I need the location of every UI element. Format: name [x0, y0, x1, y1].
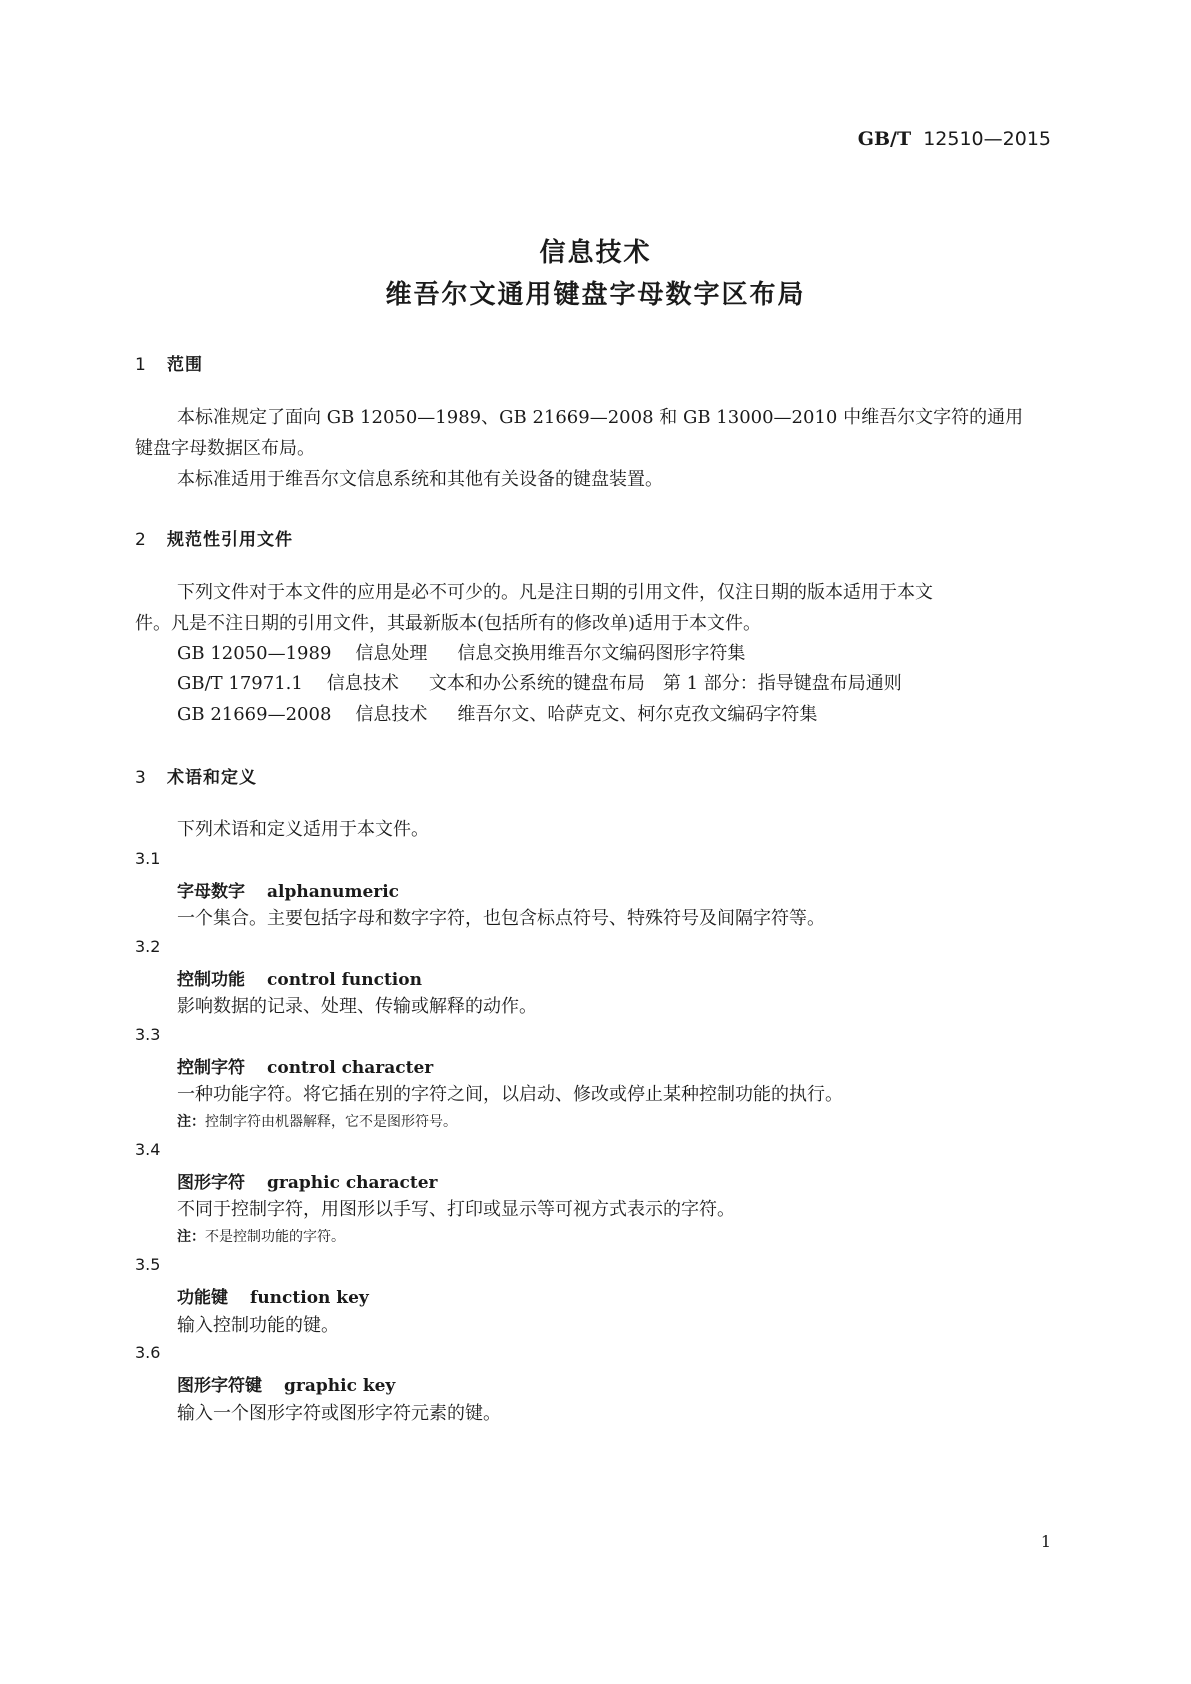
reference-item	[177, 703, 817, 727]
doc-title-line2: 维吾尔文通用键盘字母数字区布局	[385, 280, 806, 310]
reference-code: GB 21669—2008	[177, 704, 332, 725]
section-number: 2	[135, 530, 147, 550]
scope-paragraph-2: 本标准适用于维吾尔文信息系统和其他有关设备的键盘装置。	[177, 469, 663, 490]
term-definition: 一个集合。主要包括字母和数字字符，也包含标点符号、特殊符号及间隔字符等。	[177, 908, 825, 929]
section-number: 3	[135, 768, 147, 788]
term-english: graphic character	[267, 1173, 438, 1193]
term-title	[177, 1371, 395, 1396]
term-english: function key	[250, 1288, 369, 1308]
section-title: 术语和定义	[167, 768, 257, 788]
term-title	[177, 877, 399, 902]
term-definition: 一种功能字符。将它插在别的字符之间，以启动、修改或停止某种控制功能的执行。	[177, 1084, 843, 1105]
term-chinese: 字母数字	[177, 882, 245, 902]
section-number: 1	[135, 355, 147, 375]
term-number: 3.1	[135, 849, 161, 868]
reference-item	[177, 672, 902, 696]
term-chinese: 控制字符	[177, 1058, 245, 1078]
doc-title-line1: 信息技术	[539, 238, 652, 268]
reference-item	[177, 642, 745, 666]
term-title	[177, 1168, 438, 1193]
term-chinese: 控制功能	[177, 970, 245, 990]
scope-paragraph-line2: 键盘字母数据区布局。	[135, 438, 315, 459]
term-number: 3.2	[135, 937, 161, 956]
reference-title-part1: 信息技术	[326, 673, 399, 694]
reference-code: GB/T 17971.1	[177, 673, 303, 694]
term-note	[177, 1226, 345, 1246]
references-intro-line2: 件。凡是不注日期的引用文件，其最新版本(包括所有的修改单)适用于本文件。	[135, 613, 762, 634]
term-english: graphic key	[284, 1376, 396, 1396]
term-definition: 影响数据的记录、处理、传输或解释的动作。	[177, 996, 537, 1017]
reference-title-part1: 信息处理	[355, 643, 428, 664]
references-intro-line1: 下列文件对于本文件的应用是必不可少的。凡是注日期的引用文件，仅注日期的版本适用于本文	[177, 582, 933, 603]
term-definition: 输入一个图形字符或图形字符元素的键。	[177, 1403, 501, 1424]
term-english: control function	[267, 970, 422, 990]
reference-title-part2: 维吾尔文、哈萨克文、柯尔克孜文编码字符集	[457, 704, 818, 725]
term-number: 3.5	[135, 1255, 161, 1274]
term-english: control character	[267, 1058, 434, 1078]
term-title	[177, 1053, 433, 1078]
reference-code: GB 12050—1989	[177, 643, 332, 664]
term-note	[177, 1111, 457, 1131]
note-label: 注：	[177, 1229, 205, 1245]
section-title: 范围	[167, 355, 203, 375]
term-definition: 不同于控制字符，用图形以手写、打印或显示等可视方式表示的字符。	[177, 1199, 735, 1220]
scope-paragraph-line1: 本标准规定了面向 GB 12050—1989、GB 21669—2008 和 GB 13000—2010 中维吾尔文字符的通用	[177, 407, 1024, 428]
term-number: 3.6	[135, 1343, 161, 1362]
section-1-heading	[135, 350, 203, 375]
term-english: alphanumeric	[267, 882, 400, 902]
term-chinese: 图形字符键	[177, 1376, 262, 1396]
section-title: 规范性引用文件	[167, 530, 293, 550]
term-number: 3.3	[135, 1025, 161, 1044]
terms-intro: 下列术语和定义适用于本文件。	[177, 819, 429, 840]
section-3-heading	[135, 763, 257, 788]
term-chinese: 功能键	[177, 1288, 228, 1308]
term-definition: 输入控制功能的键。	[177, 1315, 339, 1336]
standard-prefix: GB/T	[857, 128, 912, 150]
term-title	[177, 965, 422, 990]
term-number: 3.4	[135, 1140, 161, 1159]
note-text: 不是控制功能的字符。	[205, 1229, 345, 1245]
section-2-heading	[135, 525, 293, 550]
reference-title-part2: 文本和办公系统的键盘布局 第 1 部分：指导键盘布局通则	[428, 673, 902, 694]
note-text: 控制字符由机器解释，它不是图形符号。	[205, 1114, 457, 1130]
reference-title-part1: 信息技术	[355, 704, 428, 725]
term-chinese: 图形字符	[177, 1173, 245, 1193]
term-title	[177, 1283, 369, 1308]
note-label: 注：	[177, 1114, 205, 1130]
page-number: 1	[1040, 1532, 1051, 1551]
reference-title-part2: 信息交换用维吾尔文编码图形字符集	[457, 643, 746, 664]
standard-number	[858, 128, 1051, 150]
standard-code: 12510—2015	[923, 128, 1051, 150]
